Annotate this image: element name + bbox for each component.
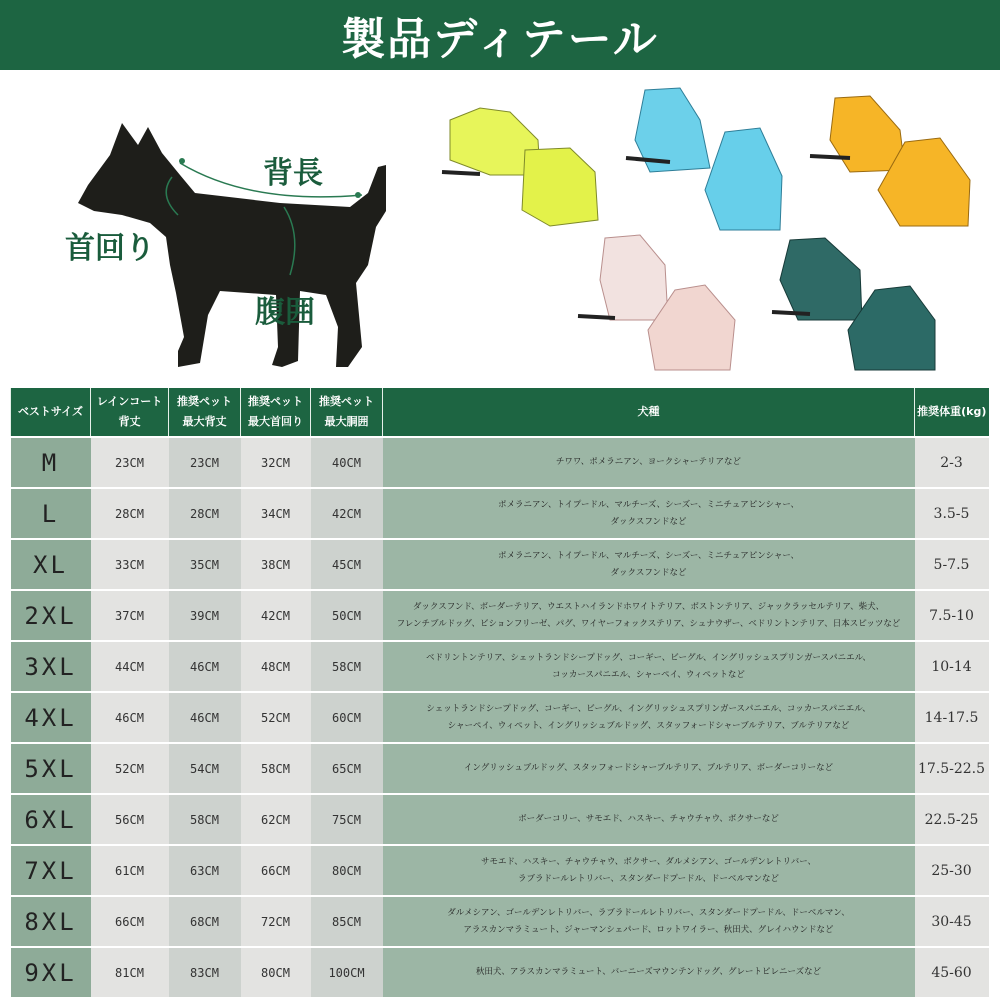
breed-cell — [383, 488, 915, 539]
header-coat-length: レインコート 背丈 — [91, 388, 169, 437]
neck-label: 首回り — [65, 231, 155, 266]
weight-cell: 3.5-5 — [915, 488, 989, 539]
size-cell: 4XL — [11, 692, 91, 743]
table-row — [11, 692, 989, 743]
breed-cell — [383, 590, 915, 641]
size-cell: 5XL — [11, 743, 91, 794]
breed-line: ポメラニアン、トイプードル、マルチーズ、シーズー、ミニチュアピンシャー、 — [497, 550, 800, 561]
coat-length-cell: 61CM — [91, 845, 169, 896]
size-cell: 9XL — [11, 947, 91, 997]
raincoat-lime — [442, 108, 598, 226]
size-cell: XL — [11, 539, 91, 590]
max-chest-cell: 42CM — [311, 488, 383, 539]
breed-cell — [383, 743, 915, 794]
coat-length-cell: 28CM — [91, 488, 169, 539]
table-row — [11, 437, 989, 488]
table-row — [11, 539, 989, 590]
max-chest-cell: 60CM — [311, 692, 383, 743]
breed-cell — [383, 947, 915, 997]
breed-line: ボーダーコリー、サモエド、ハスキー、チャウチャウ、ボクサーなど — [518, 814, 779, 824]
max-chest-cell: 58CM — [311, 641, 383, 692]
breed-line: ラブラドールレトリバー、スタンダードプードル、ドーベルマンなど — [518, 873, 779, 884]
breed-line: ダルメシアン、ゴールデンレトリバー、ラブラドールレトリバー、スタンダードプードル、ドーベルマン、 — [447, 907, 850, 918]
size-cell: 3XL — [11, 641, 91, 692]
breed-line: チワワ、ポメラニアン、ヨークシャーテリアなど — [555, 457, 742, 467]
max-neck-cell: 34CM — [241, 488, 311, 539]
back-length-label: 背長 — [263, 156, 323, 191]
coat-length-cell: 66CM — [91, 896, 169, 947]
max-neck-cell: 38CM — [241, 539, 311, 590]
table-row — [11, 641, 989, 692]
coat-length-cell: 52CM — [91, 743, 169, 794]
size-chart-table — [10, 388, 989, 997]
weight-cell: 7.5-10 — [915, 590, 989, 641]
max-chest-cell: 100CM — [311, 947, 383, 997]
breed-line: イングリッシュブルドッグ、スタッフォードシャーブルテリア、ブルテリア、ボーダーコリーなど — [463, 763, 834, 773]
table-header-row — [11, 388, 989, 437]
max-back-cell: 83CM — [169, 947, 241, 997]
weight-cell: 25-30 — [915, 845, 989, 896]
breed-cell — [383, 641, 915, 692]
table-row — [11, 590, 989, 641]
coat-length-cell: 44CM — [91, 641, 169, 692]
weight-cell: 45-60 — [915, 947, 989, 997]
header-weight: 推奨体重(kg) — [915, 388, 989, 437]
max-chest-cell: 85CM — [311, 896, 383, 947]
header-max-back: 推奨ペット 最大背丈 — [169, 388, 241, 437]
weight-cell: 17.5-22.5 — [915, 743, 989, 794]
breed-line: ダックスフンドなど — [610, 567, 687, 578]
max-neck-cell: 52CM — [241, 692, 311, 743]
max-chest-cell: 50CM — [311, 590, 383, 641]
breed-line: サモエド、ハスキー、チャウチャウ、ボクサー、ダルメシアン、ゴールデンレトリバー、 — [481, 856, 816, 867]
max-neck-cell: 42CM — [241, 590, 311, 641]
breed-cell — [383, 692, 915, 743]
max-back-cell: 28CM — [169, 488, 241, 539]
weight-cell: 10-14 — [915, 641, 989, 692]
breed-cell — [383, 896, 915, 947]
table-row — [11, 845, 989, 896]
weight-cell: 22.5-25 — [915, 794, 989, 845]
max-back-cell: 54CM — [169, 743, 241, 794]
weight-cell: 30-45 — [915, 896, 989, 947]
max-neck-cell: 66CM — [241, 845, 311, 896]
raincoat-blue — [626, 88, 782, 230]
max-neck-cell: 80CM — [241, 947, 311, 997]
max-back-cell: 35CM — [169, 539, 241, 590]
max-back-cell: 68CM — [169, 896, 241, 947]
header-max-neck: 推奨ペット 最大首回り — [241, 388, 311, 437]
size-cell: 7XL — [11, 845, 91, 896]
header-max-chest: 推奨ペット 最大胴囲 — [311, 388, 383, 437]
max-chest-cell: 40CM — [311, 437, 383, 488]
table-row — [11, 896, 989, 947]
weight-cell: 2-3 — [915, 437, 989, 488]
max-neck-cell: 58CM — [241, 743, 311, 794]
table-row — [11, 488, 989, 539]
max-chest-cell: 45CM — [311, 539, 383, 590]
raincoat-pink-floral — [578, 235, 735, 370]
max-back-cell: 46CM — [169, 641, 241, 692]
coat-length-cell: 37CM — [91, 590, 169, 641]
max-back-cell: 58CM — [169, 794, 241, 845]
max-back-cell: 63CM — [169, 845, 241, 896]
breed-line: シャーペイ、ウィペット、イングリッシュブルドッグ、スタッフォードシャーブルテリア、ブルテリアなど — [447, 720, 850, 731]
coat-length-cell: 46CM — [91, 692, 169, 743]
breed-line: シェットランドシープドッグ、コーギー、ビーグル、イングリッシュスプリンガースパニエル、コッカースパニエル、 — [426, 703, 871, 714]
coat-length-cell: 56CM — [91, 794, 169, 845]
breed-line: コッカースパニエル、シャーペイ、ウィペットなど — [552, 669, 745, 680]
coat-length-cell: 81CM — [91, 947, 169, 997]
table-row — [11, 743, 989, 794]
max-neck-cell: 32CM — [241, 437, 311, 488]
breed-cell — [383, 437, 915, 488]
header-size: ベストサイズ — [11, 388, 91, 437]
size-cell: 8XL — [11, 896, 91, 947]
size-cell: L — [11, 488, 91, 539]
max-back-cell: 23CM — [169, 437, 241, 488]
raincoat-orange — [810, 96, 970, 226]
breed-line: ダックスフンドなど — [610, 516, 687, 527]
table-row — [11, 794, 989, 845]
size-cell: 6XL — [11, 794, 91, 845]
table-row — [11, 947, 989, 997]
max-chest-cell: 75CM — [311, 794, 383, 845]
max-chest-cell: 80CM — [311, 845, 383, 896]
breed-line: フレンチブルドッグ、ビションフリーゼ、パグ、ワイヤーフォックステリア、シュナウザー、ベドリントンテリア、日本スピッツなど — [396, 618, 901, 629]
max-back-cell: 39CM — [169, 590, 241, 641]
raincoat-green-floral — [772, 238, 935, 370]
breed-line: ベドリントンテリア、シェットランドシープドッグ、コーギー、ビーグル、イングリッシュスプリンガースパニエル、 — [426, 652, 871, 663]
breed-cell — [383, 794, 915, 845]
breed-cell — [383, 539, 915, 590]
weight-cell: 5-7.5 — [915, 539, 989, 590]
max-chest-cell: 65CM — [311, 743, 383, 794]
header-breed: 犬種 — [383, 388, 915, 437]
dog-measurement-diagram — [50, 115, 410, 375]
coat-length-cell: 33CM — [91, 539, 169, 590]
page-title: 製品ディテール — [341, 14, 659, 65]
max-neck-cell: 72CM — [241, 896, 311, 947]
max-neck-cell: 48CM — [241, 641, 311, 692]
max-back-cell: 46CM — [169, 692, 241, 743]
chest-label: 腹囲 — [255, 295, 315, 330]
breed-line: ポメラニアン、トイプードル、マルチーズ、シーズー、ミニチュアピンシャー、 — [497, 499, 800, 510]
page-header — [0, 0, 1000, 70]
max-neck-cell: 62CM — [241, 794, 311, 845]
size-cell: 2XL — [11, 590, 91, 641]
raincoat-variants-image — [430, 80, 990, 380]
breed-line: ダックスフンド、ボーダーテリア、ウエストハイランドホワイトテリア、ボストンテリア、ジャックラッセルテリア、柴犬、 — [412, 601, 885, 612]
breed-line: アラスカンマラミュート、ジャーマンシェパード、ロットワイラー、秋田犬、グレイハウンドなど — [463, 924, 834, 935]
product-photos — [430, 80, 990, 380]
breed-line: 秋田犬、アラスカンマラミュート、バーニーズマウンテンドッグ、グレートピレニーズなど — [475, 967, 822, 977]
coat-length-cell: 23CM — [91, 437, 169, 488]
weight-cell: 14-17.5 — [915, 692, 989, 743]
breed-cell — [383, 845, 915, 896]
size-cell: M — [11, 437, 91, 488]
